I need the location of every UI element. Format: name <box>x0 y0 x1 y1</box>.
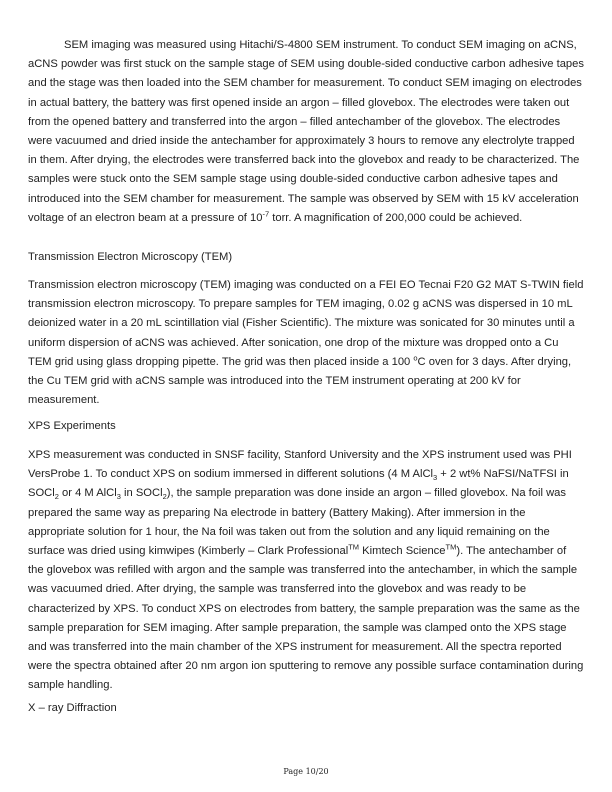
page-footer: Page 10/20 <box>283 767 329 776</box>
sem-text-1: SEM imaging was measured using Hitachi/S-4800 SEM instrument. To conduct SEM imaging on aCNS, aCNS powder was first stuck on the sample stage of SEM using double-sided conductive carbon adhesive tapes and the stage was then loaded into the SEM chamber for measurement. To conduct SEM imaging on electrodes in actual battery, the battery was first opened inside an argon – filled glovebox. The electrodes were taken out from the opened battery and transferred into the argon – filled antechamber of the glovebox. The electrodes were vacuumed and dried inside the antechamber for approximately 3 hours to remove any electrolyte trapped in them. After drying, the electrodes were transferred back into the glovebox and ready to be characterized. The samples were stuck onto the SEM sample stage using double-sided conductive carbon adhesive tapes and introduced into the SEM chamber for measurement. The sample was observed by SEM with 15 kV acceleration voltage of an electron beam at a pressure of 10 <box>28 39 584 224</box>
xps-tm-2: TM <box>445 542 457 552</box>
xps-sub-4: 2 <box>162 492 167 502</box>
xps-heading: XPS Experiments <box>28 420 116 432</box>
xps-sub-1: 3 <box>433 473 438 483</box>
xps-text-2: + 2 wt% NaFSI/NaTFSI in SOCl <box>28 468 569 500</box>
xps-paragraph <box>28 446 584 696</box>
xps-text-5: ), the sample preparation was done inside an argon – filled glovebox. Na foil was prepared the same way as preparing Na electrode in battery (Battery Making). After immersion in the appropriate solution for 1 hour, the Na foil was taken out from the solution and any liquid remaining on the surface was dried using kimwipes (Kimberly – Clark Professional <box>28 487 566 558</box>
tem-text-2: C oven for 3 days. After drying, the Cu TEM grid with aCNS sample was introduced into the TEM instrument operating at 200 kV for measurement. <box>28 355 572 407</box>
sem-text-2: torr. A magnification of 200,000 could be achieved. <box>269 211 523 224</box>
tem-heading: Transmission Electron Microscopy (TEM) <box>28 251 233 263</box>
tem-degree-sup: o <box>413 353 418 363</box>
tem-paragraph <box>28 276 584 410</box>
xps-text-3: or 4 M AlCl <box>58 487 117 500</box>
xrd-heading: X – ray Diffraction <box>28 702 117 714</box>
xps-tm-1: TM <box>348 542 360 552</box>
xps-text-6: Kimtech Science <box>359 545 446 558</box>
xps-sub-2: 2 <box>54 492 59 502</box>
xps-sub-3: 3 <box>116 492 121 502</box>
sem-paragraph <box>28 36 584 228</box>
xps-text-7: ). The antechamber of the glovebox was refilled with argon and the sample was transferred into the antechamber, in which the sample was vacuumed dried. After drying, the sample was transferred into the glovebox and was ready to be characterized by XPS. To conduct XPS on electrodes from battery, the sample preparation was the same as the sample preparation for SEM imaging. After sample preparation, the sample was clamped onto the XPS stage and was transferred into the main chamber of the XPS instrument for measurement. All the spectra reported were the spectra obtained after 20 nm argon ion sputtering to remove any possible surface contamination during sample handling. <box>28 545 584 692</box>
xps-text-1: XPS measurement was conducted in SNSF facility, Stanford University and the XPS instrument used was PHI VersProbe 1. To conduct XPS on sodium immersed in different solutions (4 M AlCl <box>28 449 572 481</box>
sem-exponent: -7 <box>262 209 270 219</box>
xps-text-4: in SOCl <box>120 487 163 500</box>
tem-text-1: Transmission electron microscopy (TEM) imaging was conducted on a FEI EO Tecnai F20 G2 MAT S-TWIN field transmission electron microscopy. To prepare samples for TEM imaging, 0.02 g aCNS was dispersed in 10 mL deionized water in a 20 mL scintillation vial (Fisher Scientific). The mixture was sonicated for 30 minutes until a uniform dispersion of aCNS was achieved. After sonication, one drop of the mixture was dropped onto a Cu TEM grid using glass dropping pipette. The grid was then placed inside a 100 <box>28 279 584 368</box>
